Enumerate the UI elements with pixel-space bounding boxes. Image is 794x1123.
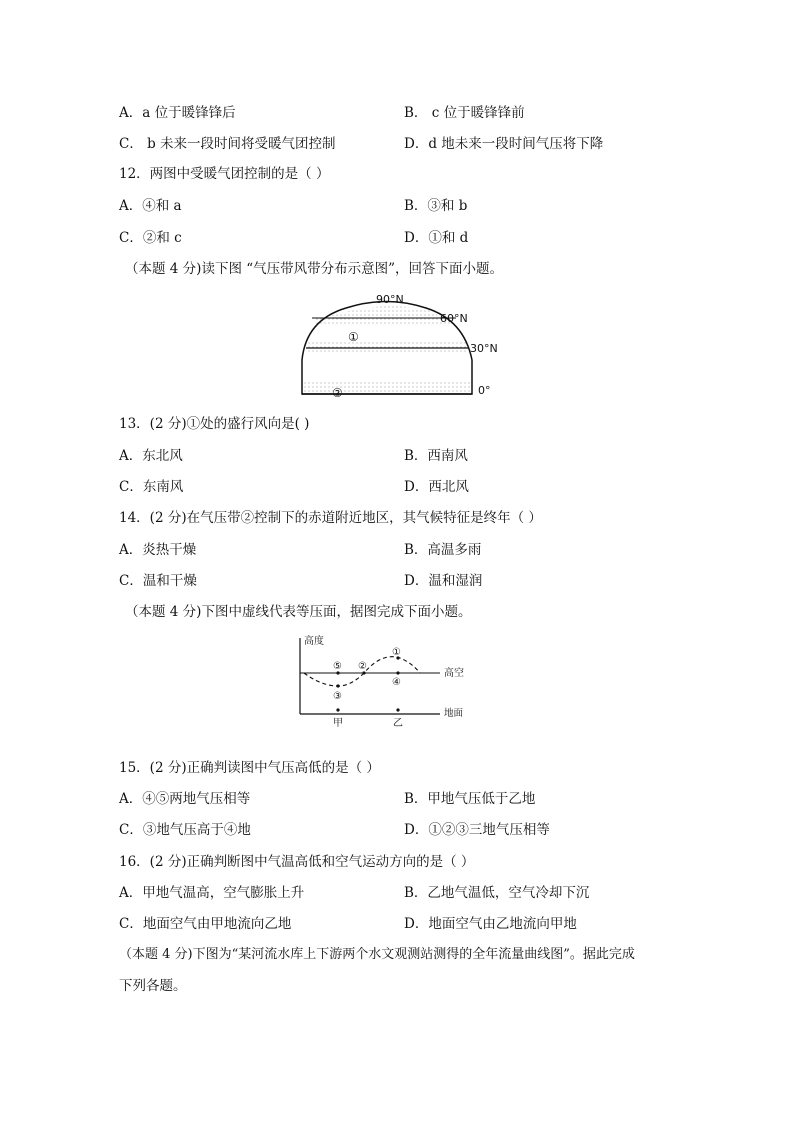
q15-option-d: D．①②③三地气压相等: [404, 822, 550, 838]
q16-option-a: A．甲地气温高，空气膨胀上升: [119, 885, 305, 901]
q12-stem: 12．两图中受暖气团控制的是（ ）: [119, 166, 330, 182]
q11-option-d: D．d 地未来一段时间气压将下降: [404, 136, 604, 152]
label-ground: 地面: [444, 708, 464, 719]
group2-intro: （本题 4 分)下图中虚线代表等压面，据图完成下面小题。: [125, 604, 472, 620]
label-p1: ①: [392, 647, 401, 658]
subpolar-band: [314, 318, 456, 324]
q16-option-b: B．乙地气温低，空气冷却下沉: [404, 885, 590, 901]
q15-stem: 15．(2 分)正确判读图中气压高低的是（ ）: [119, 760, 380, 776]
yi-dot: [396, 708, 399, 711]
group3-intro-line2: 下列各题。: [119, 978, 187, 994]
label-90n: 90°N: [376, 293, 404, 306]
q13-option-c: C．东南风: [119, 479, 184, 495]
q11-option-c: C． b 未来一段时间将受暖气团控制: [119, 136, 336, 152]
equatorial-band: [302, 380, 472, 394]
label-yi: 乙: [393, 718, 403, 729]
q14-option-d: D．温和湿润: [404, 573, 483, 589]
mark-2: ②: [332, 386, 343, 400]
label-p2: ②: [358, 661, 367, 672]
q14-option-b: B．高温多雨: [404, 542, 482, 558]
q13-option-a: A．东北风: [119, 448, 183, 464]
mark-1: ①: [348, 330, 359, 344]
q16-stem: 16．(2 分)正确判断图中气温高低和空气运动方向的是（ ）: [119, 854, 475, 870]
q12-option-d: D．①和 d: [404, 230, 469, 246]
group1-intro: （本题 4 分)读下图 “气压带风带分布示意图”，回答下面小题。: [125, 261, 504, 277]
label-p5: ⑤: [333, 661, 342, 672]
q15-option-a: A．④⑤两地气压相等: [119, 791, 251, 807]
q11-option-a: A．a 位于暖锋锋后: [119, 105, 236, 121]
label-p4: ④: [392, 677, 401, 688]
isobar-diagram: [290, 630, 480, 730]
pressure-belt-diagram: [296, 290, 516, 400]
q11-option-b: B． c 位于暖锋锋前: [404, 105, 525, 121]
label-p3: ③: [333, 691, 342, 702]
q14-option-a: A．炎热干燥: [119, 542, 197, 558]
q15-option-b: B．甲地气压低于乙地: [404, 791, 536, 807]
label-30n: 30°N: [470, 342, 498, 355]
q14-stem: 14．(2 分)在气压带②控制下的赤道附近地区，其气候特征是终年（ ）: [119, 510, 542, 526]
label-60n: 60°N: [440, 312, 468, 325]
label-jia: 甲: [333, 718, 343, 729]
q16-option-c: C．地面空气由甲地流向乙地: [119, 916, 292, 932]
q14-option-c: C．温和干燥: [119, 573, 197, 589]
point-4-dot: [396, 671, 399, 674]
q13-option-b: B．西南风: [404, 448, 468, 464]
q12-option-b: B．③和 b: [404, 198, 468, 214]
polar-high-band: [323, 306, 438, 318]
q12-option-a: A．④和 a: [119, 198, 182, 214]
label-height: 高度: [304, 636, 324, 647]
q13-option-d: D．西北风: [404, 479, 469, 495]
group3-intro-line1: （本题 4 分)下图为“某河流水库上下游两个水文观测站测得的全年流量曲线图”。据此完成: [119, 947, 635, 962]
q12-option-c: C．②和 c: [119, 230, 182, 246]
q16-option-d: D．地面空气由乙地流向甲地: [404, 916, 577, 932]
point-3-dot: [336, 684, 339, 687]
label-upper: 高空: [444, 668, 464, 679]
label-0: 0°: [478, 384, 491, 397]
q15-option-c: C．③地气压高于④地: [119, 822, 251, 838]
jia-dot: [336, 708, 339, 711]
q13-stem: 13．(2 分)①处的盛行风向是( ): [119, 416, 310, 432]
